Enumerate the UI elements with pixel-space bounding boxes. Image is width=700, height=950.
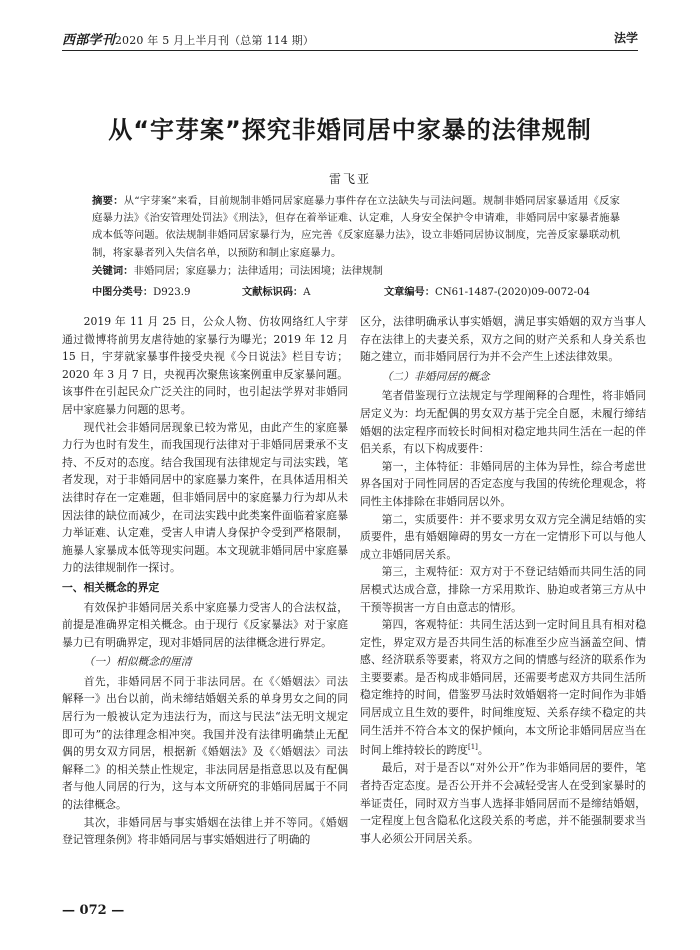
- article-no-value: CN61-1487-(2020)09-0072-04: [434, 287, 591, 298]
- running-header: [62, 28, 638, 51]
- keywords: [92, 263, 620, 280]
- article-no-field: [384, 283, 590, 298]
- paragraph: 最后，对于是否以“对外公开”作为非婚同居的要件，笔者持否定态度。是否公开并不会减轻受害人在受到家暴时的举证责任，同时双方当事人选择非婚同居而不是缔结婚姻，一定程度上包含隐私化这段关系的考虑，并不能强制要求当事人必须公开同居关系。: [360, 761, 646, 845]
- section-label: 法学: [613, 31, 638, 45]
- paragraph: 第三，主观特征：双方对于不登记结婚而共同生活的同居模式达成合意，排除一方采用欺诈、胁迫或者第三方从中干预等损害一方自由意志的情形。: [360, 565, 646, 614]
- clc-field: [92, 283, 190, 298]
- paragraph: [360, 616, 646, 759]
- subsection-heading: （二）非婚同居的概念: [381, 369, 490, 383]
- doc-code-label: 文献标识码：: [242, 287, 304, 298]
- paragraph: 2019 年 11 月 25 日，公众人物、仿妆网络红人宇芽通过微博将前男友虐待她的家暴行为曝光；2019 年 12 月 15 日，宇芽就家暴事件接受央视《今日说法》栏目专访；2020 年 3 月 7 日，央视再次聚焦该案例重申反家暴问题。该事件在引起民众广泛关注的同时，也引起法学界对非婚同居中家庭暴力问题的思考。: [62, 315, 348, 416]
- right-column: [360, 313, 646, 847]
- paragraph: 其次，非婚同居与事实婚姻在法律上并不等同。《婚姻登记管理条例》将非婚同居与事实婚姻进行了明确的: [62, 815, 348, 847]
- paragraph-end: 。: [477, 743, 489, 757]
- clc-value: D923.9: [153, 287, 191, 298]
- paragraph: 第二，实质要件：并不要求男女双方完全满足结婚的实质要件，患有婚姻障碍的男女一方在一定情形下可以与他人成立非婚同居关系。: [360, 512, 646, 561]
- paragraph: 区分，法律明确承认事实婚姻，满足事实婚姻的双方当事人存在法律上的夫妻关系，双方之间的财产关系和人身关系也随之建立，而非婚同居行为并不会产生上述法律效果。: [360, 315, 646, 364]
- article-author: 雷飞亚: [328, 172, 371, 186]
- doc-code-value: A: [303, 287, 311, 298]
- left-column: [62, 313, 348, 849]
- paragraph: 笔者借鉴现行立法规定与学理阐释的合理性，将非婚同居定义为：均无配偶的男女双方基于完全自愿，未履行缔结婚姻的法定程序而较长时间相对稳定地共同生活在一起的伴侣关系，有以下构成要件：: [360, 389, 646, 456]
- paragraph: 现代社会非婚同居现象已较为常见，由此产生的家庭暴力行为也时有发生，而我国现行法律对于非婚同居秉承不支持、不反对的态度。结合我国现有法律规定与司法实践，笔者发现，对于非婚同居中的家庭暴力案件，在具体适用相关法律时存在一定难题，但非婚同居中的家庭暴力行为却从未因法律的缺位而减少，在司法实践中此类案件面临着家庭暴力举证难、认定难，受害人申请人身保护令受到严格限制，施暴人家暴成本低等现实问题。本文现就非婚同居中家庭暴力的法律规制作一探讨。: [62, 420, 348, 575]
- article-no-label: 文章编号：: [384, 287, 435, 298]
- paragraph: 首先，非婚同居不同于非法同居。在《〈婚姻法〉司法解释一》出台以前，尚未缔结婚姻关系的单身男女之间的同居行为一般被认定为违法行为，而这与民法“法无明文规定即可为”的法律理念相冲突。我国并没有法律明确禁止无配偶的男女双方同居，根据新《婚姻法》及《〈婚姻法〉司法解释二》的相关禁止性规定，非法同居是指意思以及有配偶者与他人同居的行为，这与本文所研究的非婚同居属于不同的法律概念。: [62, 674, 348, 812]
- doc-code-field: [242, 283, 310, 298]
- classification-line: [92, 283, 620, 300]
- article-title: 从“宇芽案”探究非婚同居中家暴的法律规制: [108, 116, 592, 144]
- paragraph: 有效保护非婚同居关系中家庭暴力受害人的合法权益，前提是准确界定相关概念。由于现行《反家暴法》对于家庭暴力已有明确界定，现对非婚同居的法律概念进行界定。: [62, 600, 348, 649]
- paragraph-text: 第四，客观特征：共同生活达到一定时间且具有相对稳定性，界定双方是否共同生活的标准至少应当涵盖空间、情感、经济联系等要素，将双方之间的情感与经济的联系作为主要要素。是否构成非婚同居，还需要考虑双方共同生活所稳定维持的时间，借鉴罗马法时效婚姻将一定时间作为非婚同居成立且生效的要件，时间维度短、关系存续不稳定的共同生活并不符合本文的保护倾向，本文所论非婚同居应当在时间上维持较长的跨度: [360, 618, 646, 757]
- abstract-text: 从“宇芽案”来看，目前规制非婚同居家庭暴力事件存在立法缺失与司法问题。规制非婚同居家暴适用《反家庭暴力法》《治安管理处罚法》《刑法》，但存在着举证难、认定难，人身安全保护令申请难，非婚同居中家暴者施暴成本低等问题。依法规制非婚同居家暴行为，应完善《反家庭暴力法》，设立非婚同居协议制度，完善反家暴联动机制，将家暴者列入失信名单，以预防和制止家庭暴力。: [92, 195, 621, 259]
- citation-ref: [1]: [467, 743, 478, 752]
- journal-issue-line: [62, 29, 314, 48]
- keywords-label: 关键词：: [92, 265, 134, 277]
- keywords-text: 非婚同居；家庭暴力；法律适用；司法困境；法律规制: [133, 265, 383, 277]
- journal-name: 西部学刊: [62, 33, 115, 48]
- issue-info: 2020 年 5 月上半月刊（总第 114 期）: [114, 34, 315, 47]
- abstract: [92, 193, 620, 262]
- abstract-label: 摘要：: [92, 195, 124, 207]
- page-number: — 072 —: [62, 903, 125, 918]
- subsection-heading: （一）相似概念的厘清: [83, 655, 192, 669]
- section-heading: 一、相关概念的界定: [62, 580, 160, 594]
- clc-label: 中图分类号：: [92, 287, 154, 298]
- paragraph: 第一，主体特征：非婚同居的主体为异性，综合考虑世界各国对于同性同居的否定态度与我国的传统伦理观念，将同性主体排除在非婚同居以外。: [360, 459, 646, 508]
